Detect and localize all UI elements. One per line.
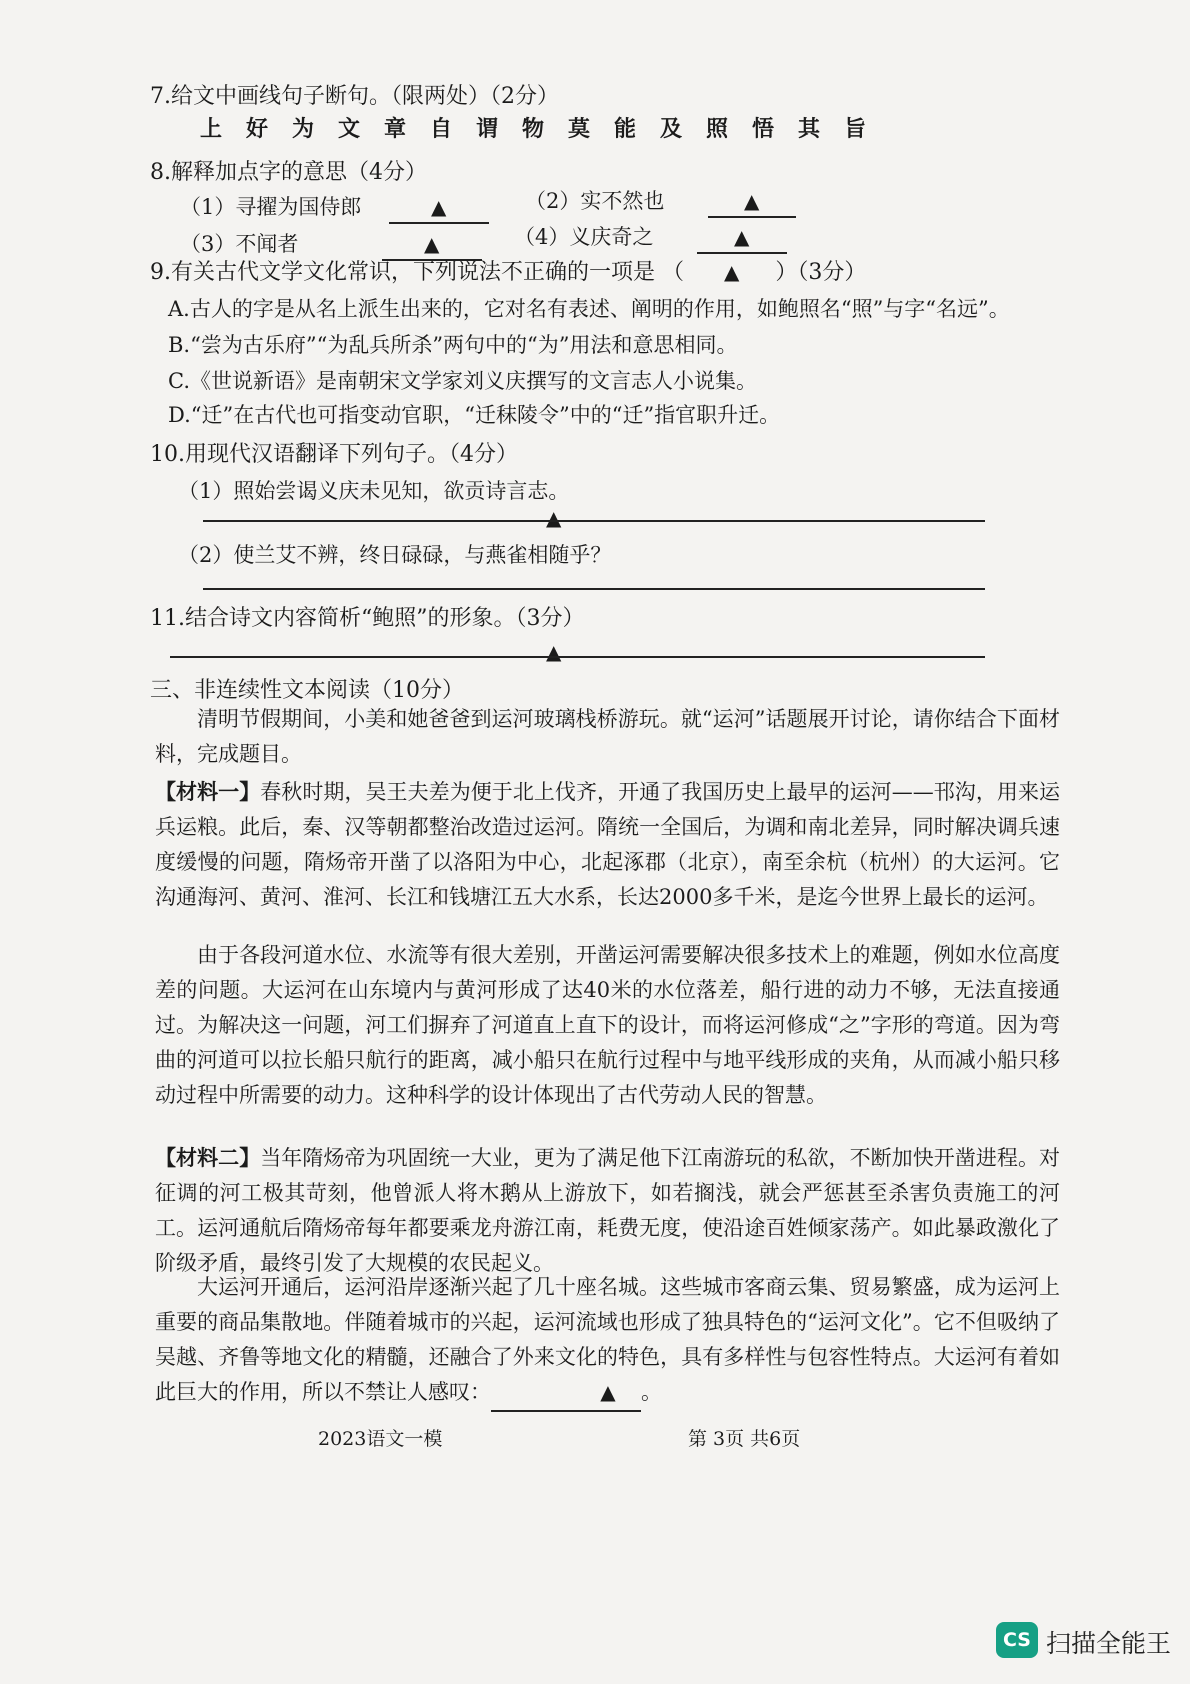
q9-option-a: A.古人的字是从名上派生出来的，它对名有表述、阐明的作用，如鲍照名“照”与字“名远”。	[168, 297, 1010, 321]
q10-sentence-1: （1）照始尝谒义庆未见知，欲贡诗言志。	[178, 479, 570, 503]
camscanner-logo-icon: CS	[996, 1622, 1038, 1658]
q8-title: 8.解释加点字的意思（4分）	[150, 160, 427, 185]
q11-title: 11.结合诗文内容简析“鲍照”的形象。（3分）	[150, 606, 585, 631]
material-2-para-2: 大运河开通后，运河沿岸逐渐兴起了几十座名城。这些城市客商云集、贸易繁盛，成为运河上重要的商品集散地。伴随着城市的兴起，运河流域也形成了独具特色的“运河文化”。它不但吸纳了吴越、齐鲁等地文化的精髓，还融合了外来文化的特色，具有多样性与包容性特点。大运河有着如此巨大的作用，所以不禁让人感叹： ▲ 。	[155, 1270, 1060, 1412]
q9-option-c: C.《世说新语》是南朝宋文学家刘义庆撰写的文言志人小说集。	[168, 369, 757, 393]
q8-item4-text: （4）义庆奇之	[514, 225, 654, 249]
q10-answer-line-1[interactable]	[203, 520, 985, 522]
q7-title: 7.给文中画线句子断句。（限两处）（2分）	[150, 84, 559, 109]
material-1-tag: 【材料一】	[155, 779, 261, 804]
answer-mark-icon[interactable]: ▲	[724, 260, 740, 284]
q9-option-b: B.“尝为古乐府”“为乱兵所杀”两句中的“为”用法和意思相同。	[168, 333, 738, 357]
material-2-tag: 【材料二】	[155, 1145, 261, 1170]
q10-title: 10.用现代汉语翻译下列句子。（4分）	[150, 442, 518, 467]
q8-item4	[514, 222, 787, 254]
answer-mark-icon: ▲	[600, 1380, 616, 1404]
answer-mark-icon: ▲	[744, 189, 760, 213]
q7-sentence: 上好为文章自谓物莫能及照悟其旨	[200, 116, 891, 142]
footer-exam-name: 2023语文一模	[318, 1428, 443, 1450]
q8-item3-blank[interactable]	[382, 229, 482, 261]
answer-mark-icon: ▲	[431, 195, 447, 219]
material-1-para-2: 由于各段河道水位、水流等有很大差别，开凿运河需要解决很多技术上的难题，例如水位高度差的问题。大运河在山东境内与黄河形成了达40米的水位落差，船行进的动力不够，无法直接通过。为解决这一问题，河工们摒弃了河道直上直下的设计，而将运河修成“之”字形的弯道。因为弯曲的河道可以拉长船只航行的距离，减小船只在航行过程中与地平线形成的夹角，从而减小船只移动过程中所需要的动力。这种科学的设计体现出了古代劳动人民的智慧。	[155, 943, 1060, 1107]
answer-mark-icon: ▲	[546, 640, 562, 664]
material-1-para-1: 【材料一】春秋时期，吴王夫差为便于北上伐齐，开通了我国历史上最早的运河——邗沟，用来运兵运粮。此后，秦、汉等朝都整治改造过运河。隋统一全国后，为调和南北差异，同时解决调兵速度缓慢的问题，隋炀帝开凿了以洛阳为中心，北起涿郡（北京），南至余杭（杭州）的大运河。它沟通海河、黄河、淮河、长江和钱塘江五大水系，长达2000多千米，是迄今世界上最长的运河。	[155, 779, 1061, 909]
answer-mark-icon: ▲	[546, 506, 562, 530]
camscanner-watermark-text: 扫描全能王	[1046, 1629, 1172, 1658]
q8-item2	[525, 186, 796, 218]
q9-title: 9.有关古代文学文化常识，下列说法不正确的一项是 （ ▲ ）（3分）	[150, 260, 867, 285]
answer-mark-icon: ▲	[424, 232, 440, 256]
q8-item4-blank[interactable]	[697, 222, 787, 254]
q8-item2-blank[interactable]	[708, 186, 796, 218]
q8-item3	[180, 229, 482, 261]
q8-item3-text: （3）不闻者	[180, 232, 299, 256]
answer-mark-icon: ▲	[734, 225, 750, 249]
section3-title: 三、非连续性文本阅读（10分）	[150, 678, 464, 703]
q8-item1-blank[interactable]	[389, 192, 489, 224]
material-2-para-1: 【材料二】当年隋炀帝为巩固统一大业，更为了满足他下江南游玩的私欲，不断加快开凿进程。对征调的河工极其苛刻，他曾派人将木鹅从上游放下，如若搁浅，就会严惩甚至杀害负责施工的河工。运河通航后隋炀帝每年都要乘龙舟游江南，耗费无度，使沿途百姓倾家荡产。如此暴政激化了阶级矛盾，最终引发了大规模的农民起义。	[155, 1145, 1061, 1275]
q9-option-d: D.“迁”在古代也可指变动官职，“迁秣陵令”中的“迁”指官职升迁。	[168, 403, 781, 427]
q8-item2-text: （2）实不然也	[525, 189, 665, 213]
q11-answer-line[interactable]	[170, 656, 985, 658]
footer-page-number: 第 3页 共6页	[688, 1428, 801, 1450]
q8-item1-text: （1）寻擢为国侍郎	[180, 195, 362, 219]
material-2-blank[interactable]	[491, 1375, 641, 1412]
section3-intro: 清明节假期间，小美和她爸爸到运河玻璃栈桥游玩。就“运河”话题展开讨论，请你结合下面材料，完成题目。	[155, 707, 1060, 766]
q8-item1	[180, 192, 489, 224]
q10-sentence-2: （2）使兰艾不辨，终日碌碌，与燕雀相随乎？	[178, 543, 612, 567]
q10-answer-line-2[interactable]	[203, 588, 985, 590]
